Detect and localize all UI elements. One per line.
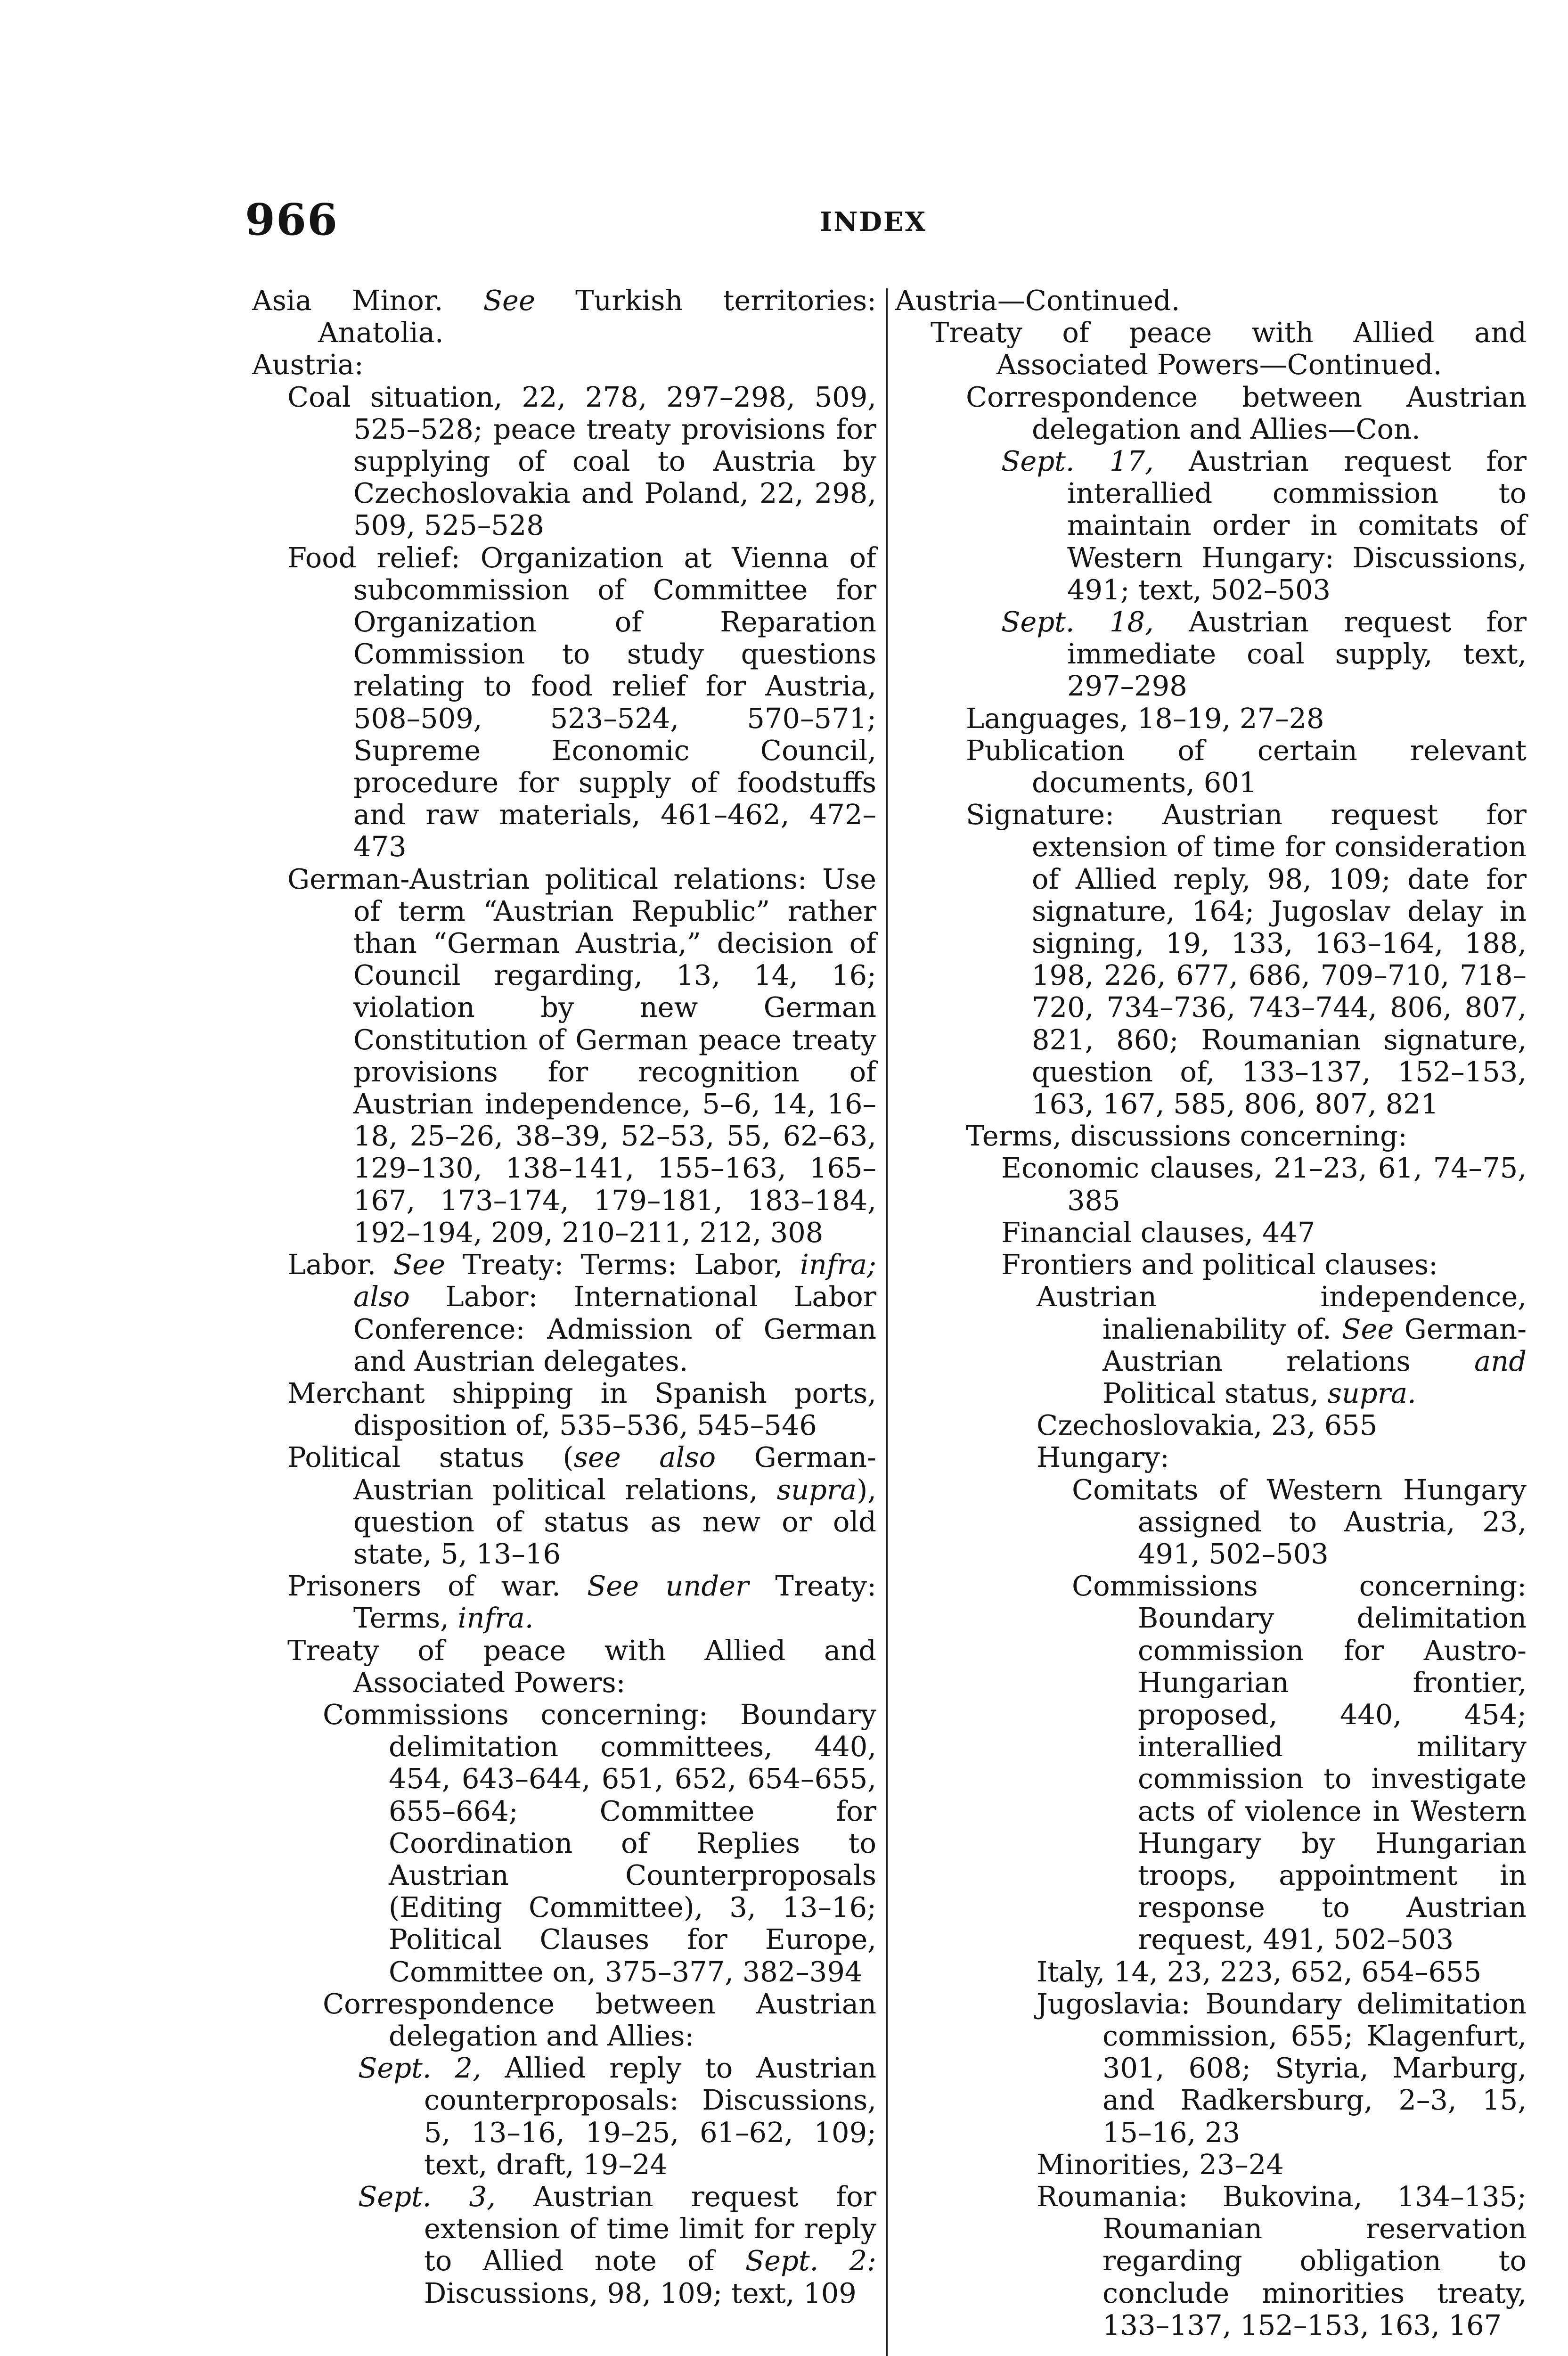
index-entry-italic-text: See: [483, 284, 535, 317]
index-entry-text: Financial clauses, 447: [1001, 1216, 1315, 1249]
index-entry: [287, 1635, 876, 1699]
index-entry-italic-text: See under: [587, 1570, 749, 1603]
index-entry-text: Coal situation, 22, 278, 297–298, 509, 525–528; peace treaty provisions for supplying of coal to Austria by Czechoslovakia and Poland, 22, 298, 509, 525–528: [287, 380, 876, 542]
index-entry-text: Publication of certain relevant documents, 601: [966, 734, 1527, 799]
index-entry-text: Merchant shipping in Spanish ports, disposition of, 535–536, 545–546: [287, 1376, 876, 1442]
index-entry: [1037, 1441, 1527, 1473]
index-entry: [323, 1988, 876, 2052]
index-entry-text: Labor: International Labor Conference: Admission of German and Austrian delegates.: [353, 1280, 876, 1377]
index-entry-text: Austrian independence, inalienability of.: [1037, 1280, 1527, 1345]
index-entry: [1001, 1217, 1527, 1249]
index-entry-text: Austria:: [252, 348, 364, 381]
index-entry-italic-text: Sept. 3,: [358, 2180, 496, 2213]
index-entry: [287, 1249, 876, 1377]
index-entry: [358, 2052, 876, 2181]
index-entry-text: Signature: Austrian request for extension of time for consideration of Allied reply, 98, 109; date for signature, 164; Jugoslav delay in signing, 19, 133, 163–164, 188, 198, 226, 677, 686, 709–710, 718–720, 734–736, 743–744, 806, 807, 821, 860; Roumanian signature, question of, 133–137, 152–153, 163, 167, 585, 806, 807, 821: [966, 798, 1527, 1121]
index-entry-text: Correspondence between Austrian delegation and Allies:: [323, 1987, 876, 2052]
index-entry-italic-text: Sept. 17,: [1001, 445, 1154, 478]
index-entry-text: Allied reply to Austrian counterproposals: Discussions, 5, 13–16, 19–25, 61–62, 109; text, draft, 19–24: [424, 2052, 876, 2181]
index-entry: [1072, 1474, 1527, 1571]
index-entry-text: Italy, 14, 23, 223, 652, 654–655: [1037, 1955, 1482, 1988]
index-entry-text: Minorities, 23–24: [1037, 2148, 1284, 2181]
index-entry-text: Austrian request for extension of time limit for reply to Allied note of: [424, 2180, 876, 2277]
index-entry: [1001, 445, 1527, 606]
index-entry: [252, 349, 876, 381]
index-entry-text: Jugoslavia: Boundary delimitation commission, 655; Klagenfurt, 301, 608; Styria, Marburg, and Radkersburg, 2–3, 15, 15–16, 23: [1037, 1987, 1527, 2149]
index-entry: [287, 381, 876, 542]
index-entry-text: Discussions, 98, 109; text, 109: [424, 2276, 857, 2309]
index-entry-text: Labor.: [287, 1248, 393, 1281]
index-entry-text: Treaty: Terms,: [353, 1570, 876, 1635]
index-entry-text: German-Austrian political relations: Use of term “Austrian Republic” rather than “German Austria,” decision of Council regarding, 13, 14, 16; violation by new German Constitution of German peace treaty provisions for recognition of Austrian independence, 5–6, 14, 16–18, 25–26, 38–39, 52–53, 55, 62–63, 129–130, 138–141, 155–163, 165–167, 173–174, 179–181, 183–184, 192–194, 209, 210–211, 212, 308: [287, 862, 876, 1249]
index-entry-text: Political status,: [1102, 1376, 1328, 1409]
index-entry-text: Prisoners of war.: [287, 1570, 587, 1603]
index-entry-text: Roumania: Bukovina, 134–135; Roumanian reservation regarding obligation to conclude minorities treaty, 133–137, 152–153, 163, 167: [1037, 2180, 1527, 2341]
index-entry: [1037, 2181, 1527, 2341]
index-entry-text: Commissions concerning: Boundary delimitation commission for Austro-Hungarian frontier, proposed, 440, 454; interallied military commission to investigate acts of violence in Western Hungary by Hungarian troops, appointment in response to Austrian request, 491, 502–503: [1072, 1570, 1527, 1956]
index-entry: [895, 285, 1527, 317]
index-entry-text: Austria—Continued.: [895, 284, 1180, 317]
index-entry: [1037, 1956, 1527, 1988]
index-entry: [1037, 1988, 1527, 2149]
index-entry-text: Asia Minor.: [252, 284, 483, 317]
index-entry-text: Austrian request for immediate coal supply, text, 297–298: [1067, 605, 1527, 703]
index-column-left: [252, 285, 876, 2309]
index-entry-italic-text: and: [1474, 1344, 1527, 1377]
index-entry-text: Treaty of peace with Allied and Associated Powers—Continued.: [931, 316, 1527, 381]
index-entry-text: Economic clauses, 21–23, 61, 74–75, 385: [1001, 1152, 1527, 1217]
index-entry-text: Treaty: Terms: Labor,: [445, 1248, 800, 1281]
index-entry: [966, 735, 1527, 799]
index-entry-text: Languages, 18–19, 27–28: [966, 702, 1324, 735]
index-entry-text: Terms, discussions concerning:: [966, 1120, 1407, 1153]
index-entry-text: German-Austrian relations: [1102, 1312, 1527, 1377]
index-entry: [287, 542, 876, 863]
index-entry-italic-text: Sept. 18,: [1001, 605, 1154, 638]
index-entry-italic-text: See: [393, 1248, 445, 1281]
index-entry-text: ), question of status as new or old state, 5, 13–16: [353, 1473, 876, 1570]
index-column-right: [895, 285, 1527, 2341]
index-entry: [358, 2181, 876, 2309]
index-entry: [966, 1120, 1527, 1152]
index-entry: [287, 1570, 876, 1634]
index-entry-italic-text: see also: [573, 1441, 716, 1474]
index-entry-text: Political status (: [287, 1441, 574, 1474]
index-entry: [1037, 1281, 1527, 1409]
index-entry: [323, 1699, 876, 1988]
index-entry-text: Frontiers and political clauses:: [1001, 1248, 1438, 1281]
index-entry: [966, 703, 1527, 735]
index-entry: [966, 799, 1527, 1120]
index-entry-text: Correspondence between Austrian delegation and Allies—Con.: [966, 380, 1527, 445]
index-entry: [1001, 1152, 1527, 1216]
index-entry-italic-text: Sept. 2:: [745, 2244, 876, 2277]
index-entry-italic-text: infra.: [457, 1602, 534, 1635]
index-entry-text: Turkish territories: Anatolia.: [318, 284, 876, 349]
index-entry-italic-text: See: [1342, 1312, 1394, 1345]
index-entry-text: Food relief: Organization at Vienna of subcommission of Committee for Organization of Reparation Commission to study questions relating to food relief for Austria, 508–509, 523–524, 570–571; Supreme Economic Council, procedure for supply of foodstuffs and raw materials, 461–462, 472–473: [287, 541, 876, 863]
index-entry: [1037, 2149, 1527, 2181]
index-entry: [1001, 606, 1527, 703]
index-entry: [931, 317, 1527, 381]
index-entry-text: Commissions concerning: Boundary delimitation committees, 440, 454, 643–644, 651, 652, 654–655, 655–664; Committee for Coordination of Replies to Austrian Counterproposals (Editing Committee), 3, 13–16; Political Clauses for Europe, Committee on, 375–377, 382–394: [323, 1698, 876, 1988]
index-entry-text: Austrian request for interallied commission to maintain order in comitats of Western Hungary: Discussions, 491; text, 502–503: [1067, 445, 1527, 606]
index-entry-text: Comitats of Western Hungary assigned to Austria, 23, 491, 502–503: [1072, 1473, 1527, 1570]
index-entry: [252, 285, 876, 349]
index-entry: [287, 1441, 876, 1570]
index-entry: [287, 863, 876, 1249]
column-rule: [886, 288, 888, 2356]
index-entry-text: Czechoslovakia, 23, 655: [1037, 1409, 1378, 1442]
index-entry-italic-text: supra: [776, 1473, 857, 1506]
index-entry-italic-text: Sept. 2,: [358, 2052, 482, 2085]
running-head: INDEX: [820, 206, 927, 237]
index-entry-italic-text: supra.: [1327, 1376, 1416, 1409]
index-entry: [287, 1377, 876, 1441]
index-entry-text: Hungary:: [1037, 1441, 1169, 1474]
index-entry: [1001, 1249, 1527, 1281]
index-entry-text: Treaty of peace with Allied and Associated Powers:: [287, 1634, 876, 1699]
index-entry: [966, 381, 1527, 445]
index-entry: [1037, 1409, 1527, 1441]
index-entry: [1072, 1570, 1527, 1955]
index-entry-text: German-Austrian political relations,: [353, 1441, 876, 1506]
index-entry-italic-text: infra; also: [353, 1248, 877, 1313]
page-number: 966: [245, 194, 339, 245]
